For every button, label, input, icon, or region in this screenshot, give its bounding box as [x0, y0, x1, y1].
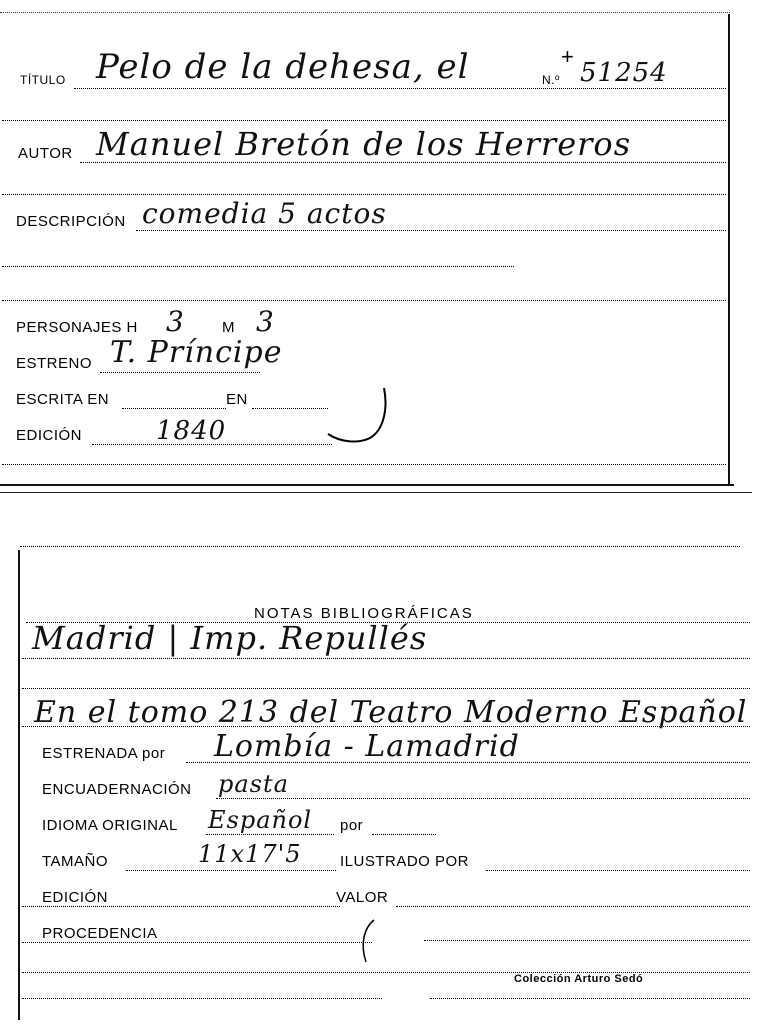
descripcion-value: comedia 5 actos	[142, 197, 387, 230]
estrenada-label: ESTRENADA por	[42, 745, 166, 762]
coleccion-label: Colección Arturo Sedó	[514, 973, 644, 985]
cards-separator	[0, 492, 752, 493]
numero-label: N.º	[542, 73, 560, 87]
cross-mark: +	[561, 44, 574, 69]
bottom-catalog-card	[0, 536, 759, 1028]
notas-line2: En el tomo 213 del Teatro Moderno Español	[34, 695, 748, 730]
tamano-line	[126, 870, 336, 871]
descripcion-label: DESCRIPCIÓN	[16, 213, 126, 230]
edicion-bottom-line	[22, 906, 340, 907]
card-left-edge	[18, 550, 20, 1020]
idioma-line	[206, 834, 334, 835]
estreno-label: ESTRENO	[16, 355, 93, 372]
escrita-en-line	[252, 408, 328, 409]
valor-line	[396, 906, 750, 907]
edicion-bottom-label: EDICIÓN	[42, 889, 109, 906]
personajes-label: PERSONAJES H	[16, 319, 138, 336]
blank-line	[2, 194, 726, 195]
card-top-edge	[20, 546, 740, 547]
idioma-por-line	[372, 834, 436, 835]
estreno-value: T. Príncipe	[110, 335, 283, 370]
numero-value: 51254	[580, 58, 668, 88]
notas-line	[22, 688, 750, 689]
estreno-line	[100, 372, 260, 373]
procedencia-line	[22, 942, 372, 943]
encuadernacion-value: pasta	[218, 770, 289, 798]
procedencia-line-right	[424, 940, 750, 941]
autor-value: Manuel Bretón de los Herreros	[96, 125, 632, 163]
encuadernacion-label: ENCUADERNACIÓN	[42, 781, 192, 798]
idioma-label: IDIOMA ORIGINAL	[42, 817, 178, 834]
procedencia-label: PROCEDENCIA	[42, 925, 158, 942]
edicion-value: 1840	[156, 416, 227, 446]
titulo-label: TÍTULO	[20, 73, 66, 87]
encuadernacion-line	[216, 798, 750, 799]
blank-line	[2, 464, 726, 465]
personajes-h-value: 3	[166, 305, 185, 338]
blank-line	[22, 998, 382, 999]
ilustrado-line	[486, 870, 750, 871]
personajes-m-label: M	[222, 319, 235, 336]
blank-line	[430, 998, 750, 999]
ilustrado-label: ILUSTRADO POR	[340, 853, 470, 870]
punch-hole-mark	[352, 916, 412, 976]
card-bottom-edge	[0, 484, 734, 486]
personajes-m-value: 3	[256, 305, 275, 338]
escrita-en-label: EN	[226, 391, 248, 408]
card-top-edge	[0, 12, 730, 13]
titulo-line	[74, 88, 726, 89]
notas-heading: NOTAS BIBLIOGRÁFICAS	[254, 605, 474, 622]
idioma-value: Español	[208, 806, 313, 834]
estrenada-value: Lombía - Lamadrid	[214, 729, 520, 764]
escrita-label: ESCRITA EN	[16, 391, 110, 408]
autor-label: AUTOR	[18, 145, 73, 162]
blank-line	[2, 300, 726, 301]
card-right-edge	[728, 14, 730, 484]
descripcion-line	[136, 230, 726, 231]
edicion-label: EDICIÓN	[16, 427, 83, 444]
notas-line1: Madrid | Imp. Repullés	[32, 619, 428, 657]
titulo-value: Pelo de la dehesa, el	[96, 47, 470, 87]
idioma-por-label: por	[340, 817, 364, 834]
tamano-value: 11x17'5	[198, 840, 302, 868]
escrita-line	[122, 408, 226, 409]
valor-label: VALOR	[336, 889, 389, 906]
punch-hole-mark	[326, 382, 390, 446]
blank-line	[2, 266, 514, 267]
notas-line	[22, 658, 750, 659]
tamano-label: TAMAÑO	[42, 853, 109, 870]
blank-line	[2, 120, 726, 121]
top-catalog-card	[0, 0, 759, 492]
notas-line	[22, 726, 750, 727]
